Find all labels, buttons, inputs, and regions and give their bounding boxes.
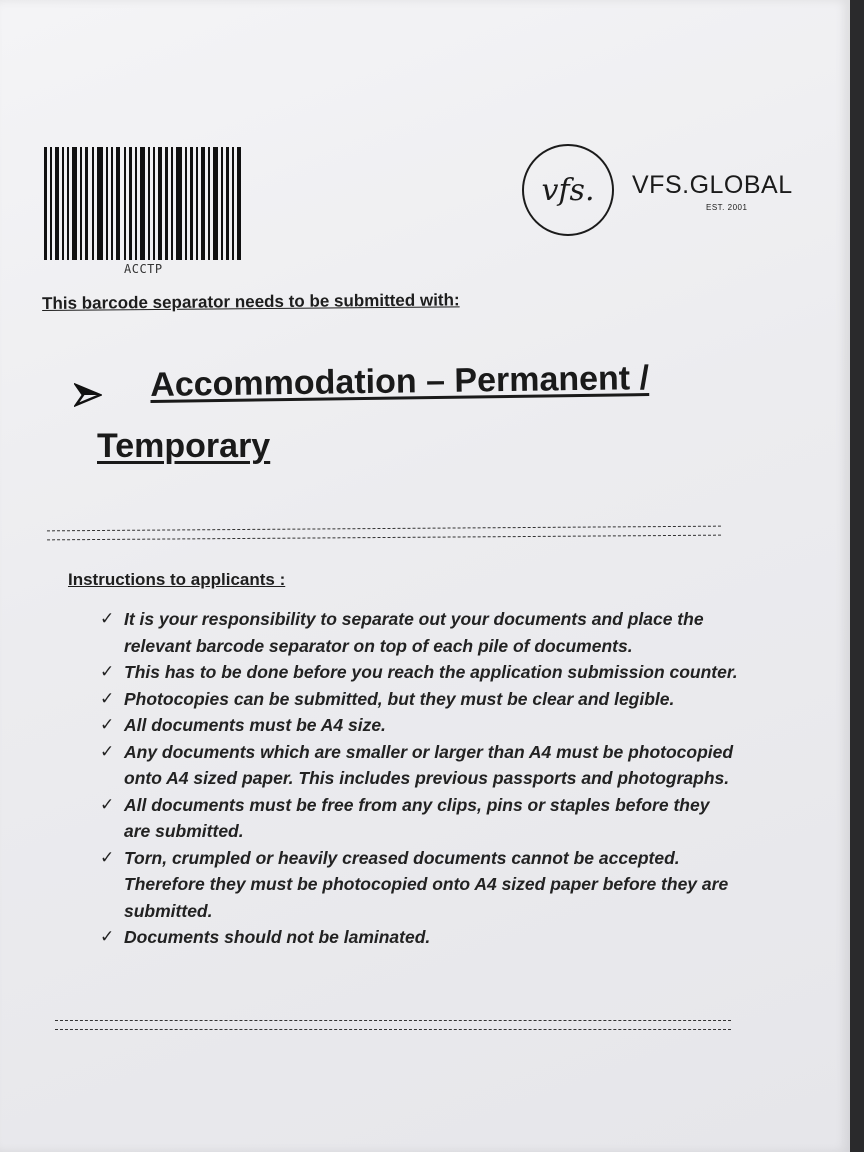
separator-line-bottom: [55, 1020, 731, 1030]
instruction-text: This has to be done before you reach the application submission counter.: [124, 662, 738, 682]
intro-text: This barcode separator needs to be submitted with:: [42, 290, 460, 313]
list-item: [100, 792, 740, 845]
checkmark-icon: ✓: [100, 715, 115, 734]
instructions-list: [100, 606, 740, 951]
checkmark-icon: ✓: [100, 662, 115, 681]
instruction-text: Documents should not be laminated.: [124, 927, 431, 947]
instruction-text: Any documents which are smaller or larger than A4 must be photocopied onto A4 sized paper. This includes previous passports and photographs.: [124, 741, 734, 788]
list-item: [100, 686, 740, 713]
checkmark-icon: ✓: [100, 741, 115, 761]
document-type-heading-line2: Temporary: [97, 427, 271, 465]
instruction-text: All documents must be free from any clips, pins or staples before they are submitted.: [124, 794, 710, 841]
barcode-caption: ACCTP: [124, 262, 163, 276]
list-item: [100, 659, 740, 686]
arrow-bullet-icon: [74, 383, 102, 407]
checkmark-icon: ✓: [100, 847, 115, 867]
brand-name: VFS.GLOBAL: [632, 171, 793, 199]
checkmark-icon: ✓: [100, 927, 115, 946]
vfs-logo: [522, 144, 614, 236]
instruction-text: All documents must be A4 size.: [124, 715, 386, 735]
checkmark-icon: ✓: [100, 794, 115, 814]
instructions-title: Instructions to applicants :: [68, 570, 286, 589]
list-item: [100, 924, 740, 951]
instruction-text: Torn, crumpled or heavily creased documents cannot be accepted. Therefore they must be photocopied onto A4 sized paper before they are submitted.: [124, 847, 729, 921]
checkmark-icon: ✓: [100, 688, 115, 708]
list-item: [100, 845, 740, 925]
list-item: [100, 712, 740, 739]
instruction-text: Photocopies can be submitted, but they must be clear and legible.: [124, 688, 675, 709]
checkmark-icon: ✓: [100, 609, 115, 628]
brand-established: EST. 2001: [706, 203, 748, 212]
instruction-text: It is your responsibility to separate out your documents and place the relevant barcode separator on top of each pile of documents.: [124, 609, 704, 656]
list-item: [100, 739, 740, 792]
barcode-image: [44, 147, 244, 260]
separator-line-top: [47, 526, 721, 541]
document-type-heading-line1: Accommodation – Permanent /: [150, 359, 650, 404]
vfs-logo-mark: vfs.: [541, 172, 595, 208]
list-item: [100, 606, 740, 659]
